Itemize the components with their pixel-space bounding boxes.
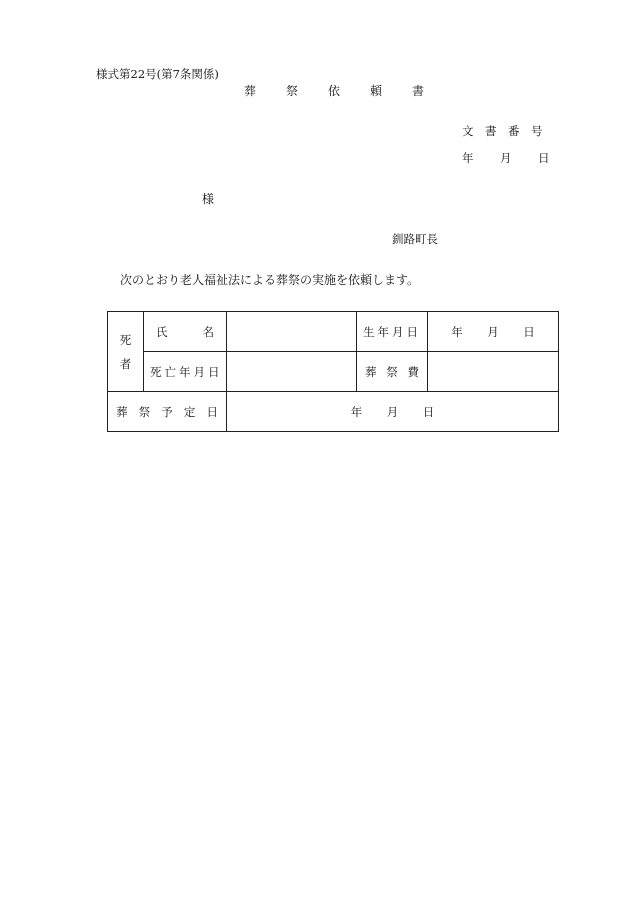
docnum-char: 書 [485,124,497,138]
table-row [108,392,559,432]
month-char: 月 [386,404,399,419]
birthdate-field[interactable] [428,312,559,352]
date-day-char: 日 [538,151,550,165]
day-char: 日 [523,324,535,339]
sched-label-char: 葬 [116,404,128,419]
day-char: 日 [422,404,435,419]
date-year-char: 年 [462,151,474,165]
body-text: 次のとおり老人福祉法による葬祭の実施を依頼します。 [120,273,420,287]
table-row [108,352,559,392]
title-char: 葬 [244,84,257,98]
year-char: 年 [451,324,463,339]
form-number: 様式第22号(第7条関係) [96,67,219,81]
deceased-char: 死 [119,332,132,347]
name-field[interactable] [227,312,357,352]
month-char: 月 [487,324,499,339]
deathdate-field[interactable] [227,352,357,392]
cost-label-char: 祭 [386,364,398,379]
deathdate-label [144,352,227,392]
name-label [144,312,227,352]
sender-name: 釧路町長 [392,232,438,246]
date-month-char: 月 [500,151,512,165]
year-char: 年 [350,404,363,419]
table-row [108,312,559,352]
funeral-cost-label [357,352,428,392]
birthdate-label-text: 生年月日 [363,324,421,339]
scheduled-date-field[interactable] [227,392,559,432]
scheduled-date-label [108,392,227,432]
addressee-suffix: 様 [202,192,215,206]
sched-label-char: 定 [183,404,196,419]
deathdate-label-text: 死亡年月日 [150,364,223,379]
sched-label-char: 予 [161,404,173,419]
deceased-label [108,312,144,392]
sched-label-char: 祭 [138,404,151,419]
name-label-char: 氏 [156,324,168,339]
deceased-char: 者 [119,356,132,371]
docnum-char: 番 [508,124,520,138]
funeral-cost-field[interactable] [428,352,559,392]
title-char: 祭 [286,84,299,98]
sched-label-char: 日 [206,404,218,419]
cost-label-char: 費 [407,364,419,379]
document-number-label [462,123,554,139]
docnum-char: 文 [462,124,474,138]
document-title [244,82,424,99]
birthdate-label [357,312,428,352]
title-char: 依 [328,84,341,98]
title-char: 書 [412,84,425,98]
docnum-char: 号 [531,124,543,138]
document-date [462,150,550,166]
funeral-request-table [107,311,559,432]
name-label-char: 名 [202,324,214,339]
title-char: 頼 [370,84,383,98]
cost-label-char: 葬 [365,364,377,379]
